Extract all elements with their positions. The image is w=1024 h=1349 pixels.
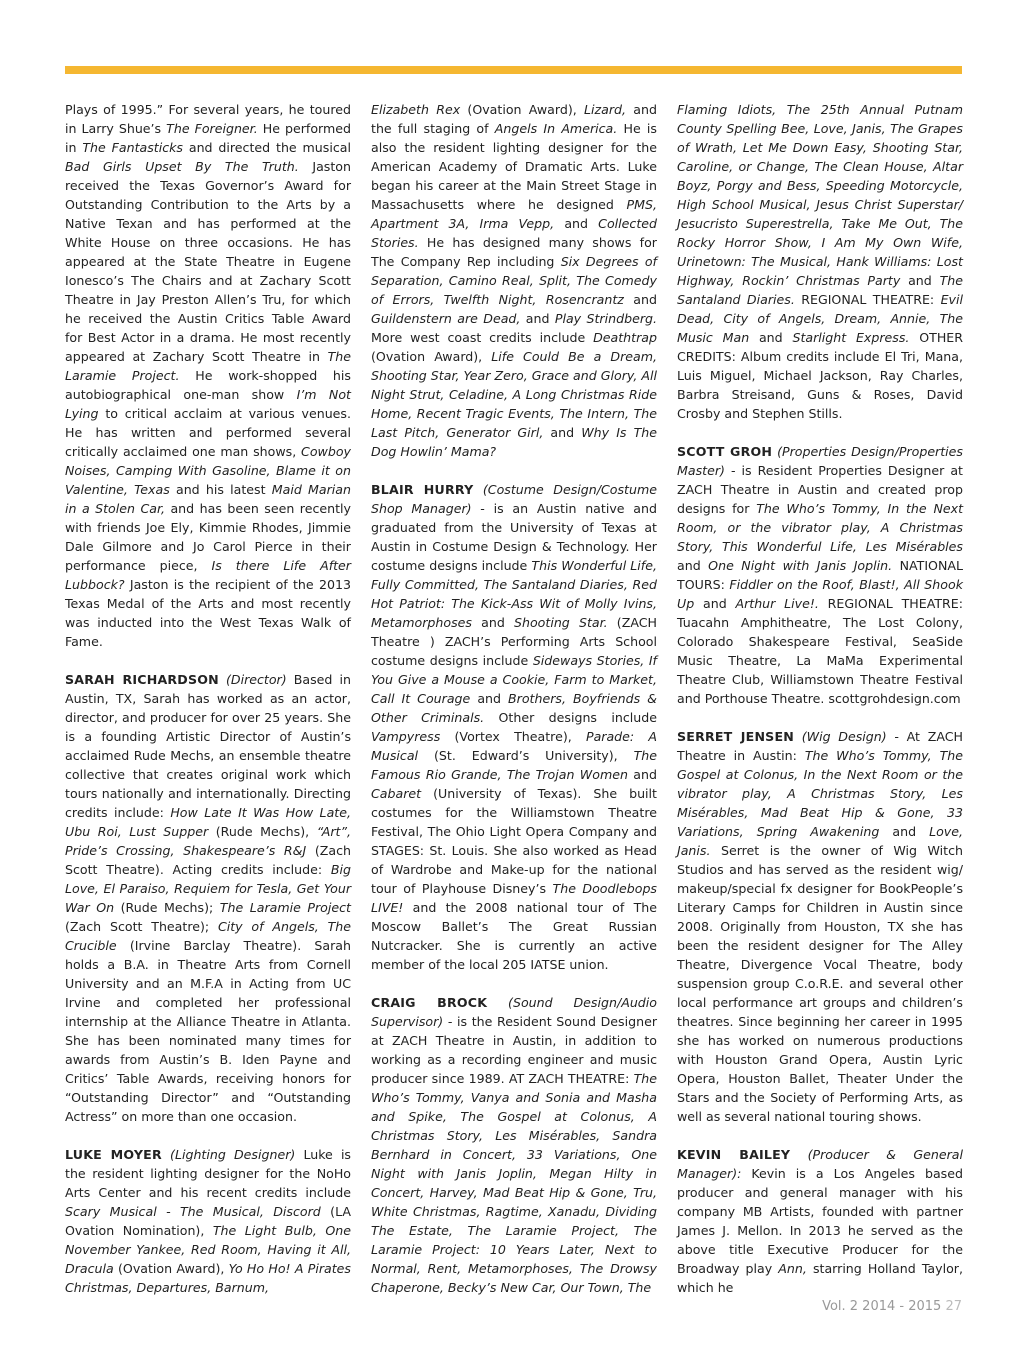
- bio-role: (Sound Design/Audio Supervisor): [371, 995, 657, 1029]
- bio-name: KEVIN BAILEY: [677, 1147, 791, 1162]
- bio-kevin-bailey: KEVIN BAILEY (Producer & General Manager): Kevin is a Los Angeles based producer and general manager with his company MB Artists, founded with partner James J. Mellon. In 2013 he served as the above title Executive Producer for the Broadway play Ann, starring Holland Taylor, which he: [677, 1147, 963, 1295]
- bio-blair-hurry: BLAIR HURRY (Costume Design/Costume Shop Manager) - is an Austin native and graduated from the University of Texas at Austin in Costume Design & Technology. Her costume designs include This Wonderful Life, Fully Committed, The Santaland Diaries, Red Hot Patriot: The Kick-Ass Wit of Molly Ivins, Metamorphoses and Shooting Star. (ZACH Theatre ) ZACH’s Performing Arts School costume designs include Sideways Stories, If You Give a Mouse a Cookie, Farm to Market, Call It Courage and Brothers, Boyfriends & Other Criminals. Other designs include Vampyress (Vortex Theatre), Parade: A Musical (St. Edward’s University), The Famous Rio Grande, The Trojan Women and Cabaret (University of Texas). She built costumes for the Williamstown Theatre Festival, The Ohio Light Opera Company and STAGES: St. Louis. She also worked as Head of Wardrobe and Make-up for the national tour of Playhouse Disney’s The Doodlebops LIVE! and the 2008 national tour of The Moscow Ballet’s The Great Russian Nutcracker. She is currently an active member of the local 205 IATSE union.: [371, 482, 657, 972]
- bio-craig-brock-continued: Flaming Idiots, The 25th Annual Putnam County Spelling Bee, Love, Janis, The Grapes of Wrath, Let Me Down Easy, Shooting Star, Caroline, or Change, The Clean House, Altar Boyz, Porgy and Bess, Speeding Motorcycle, High School Musical, Jesus Christ Superstar/ Jesucristo Superestrella, Take Me Out, The Rocky Horror Show, I Am My Own Wife, Urinetown: The Musical, Hank Williams: Lost Highway, Rockin’ Christmas Party and The Santaland Diaries. REGIONAL THEATRE: Evil Dead, City of Angels, Dream, Annie, The Music Man and Starlight Express. OTHER CREDITS: Album credits include El Tri, Mana, Luis Miguel, Michael Jackson, Ray Charles, Barbra Streisand, Guns & Roses, David Crosby and Stephen Stills.: [677, 102, 964, 421]
- bio-scott-groh: SCOTT GROH (Properties Design/Properties Master) - is Resident Properties Designer at ZACH Theatre in Austin and created prop designs for The Who’s Tommy, In the Next Room, or the vibrator play, A Christmas Story, This Wonderful Life, Les Misérables and One Night with Janis Joplin. NATIONAL TOURS: Fiddler on the Roof, Blast!, All Shook Up and Arthur Live!. REGIONAL THEATRE: Tuacahn Amphitheatre, The Lost Colony, Colorado Shakespeare Festival, SeaSide Music Theatre, La MaMa Experimental Theatre Club, Williamstown Theatre Festival and Porthouse Theatre. scottgrohdesign.com: [677, 444, 964, 706]
- bio-role: (Producer & General Manager):: [677, 1147, 963, 1181]
- page-number: 27: [945, 1299, 962, 1314]
- bio-jaston-continued: Plays of 1995.” For several years, he toured in Larry Shue’s The Foreigner. He performed in The Fantasticks and directed the musical Bad Girls Upset By The Truth. Jaston received the Texas Governor’s Award for Outstanding Contribution to the Arts by a Native Texan and has performed at the White House on three occasions. He has appeared at the State Theatre in Eugene Ionesco’s The Chairs and at Zachary Scott Theatre in Jay Preston Allen’s Tru, for which he received the Austin Critics Table Award for Best Actor in a drama. He most recently appeared at Zachary Scott Theatre in The Laramie Project. He work-shopped his autobiographical one-man show I’m Not Lying to critical acclaim at various venues. He has written and performed several critically acclaimed one man shows, Cowboy Noises, Camping With Gasoline, Blame it on Valentine, Texas and his latest Maid Marian in a Stolen Car, and has been seen recently with friends Joe Ely, Kimmie Rhodes, Jimmie Dale Gilmore and Jo Carol Pierce in their performance piece, Is there Life After Lubbock? Jaston is the recipient of the 2013 Texas Medal of the Arts and most recently was inducted into the West Texas Walk of Fame.: [65, 102, 351, 649]
- bio-name: SARAH RICHARDSON: [65, 672, 219, 687]
- text-column-3: [677, 100, 963, 1316]
- bio-name: BLAIR HURRY: [371, 482, 474, 497]
- bio-name: LUKE MOYER: [65, 1147, 162, 1162]
- bio-name: SCOTT GROH: [677, 444, 773, 459]
- text-column-1: [65, 100, 351, 1316]
- text-column-2: [371, 100, 657, 1316]
- bio-serret-jensen: SERRET JENSEN (Wig Design) - At ZACH Theatre in Austin: The Who’s Tommy, The Gospel at Colonus, In the Next Room or the vibrator play, A Christmas Story, Les Misérables, Mad Beat Hip & Gone, 33 Variations, Spring Awakening and Love, Janis. Serret is the owner of Wig Witch Studios and has served as the resident wig/ makeup/special fx designer for BookPeople’s Literary Camps for Children in Austin since 2008. Originally from Houston, TX she has been the resident designer for The Alley Theatre, Divergence Vocal Theatre, body suspension group C.o.R.E. and several other local performance art groups and children’s theatres. Since beginning her career in 1995 she has worked on numerous productions with Houston Grand Opera, Austin Lyric Opera, Houston Ballet, Theater Under the Stars and the Society of Performing Arts, as well as several national touring shows.: [677, 729, 963, 1124]
- bio-craig-brock: CRAIG BROCK (Sound Design/Audio Supervisor) - is the Resident Sound Designer at ZACH Theatre in Austin, in addition to working as a recording engineer and music producer since 1989. AT ZACH THEATRE: The Who’s Tommy, Vanya and Sonia and Masha and Spike, The Gospel at Colonus, A Christmas Story, Les Misérables, Sandra Bernhard in Concert, 33 Variations, One Night with Janis Joplin, Megan Hilty in Concert, Harvey, Mad Beat Hip & Gone, Tru, White Christmas, Ragtime, Xanadu, Dividing The Estate, The Laramie Project, The Laramie Project: 10 Years Later, Next to Normal, Rent, Metamorphoses, The Drowsy Chaperone, Becky’s New Car, Our Town, The: [371, 995, 657, 1295]
- bio-name: CRAIG BROCK: [371, 995, 488, 1010]
- bio-luke-moyer-continued: Elizabeth Rex (Ovation Award), Lizard, and the full staging of Angels In America. He is also the resident lighting designer for the American Academy of Dramatic Arts. Luke began his career at the Main Street Stage in Massachusetts where he designed PMS, Apartment 3A, Irma Vepp, and Collected Stories. He has designed many shows for The Company Rep including Six Degrees of Separation, Camino Real, Split, The Comedy of Errors, Twelfth Night, Rosencrantz and Guildenstern are Dead, and Play Strindberg. More west coast credits include Deathtrap (Ovation Award), Life Could Be a Dream, Shooting Star, Year Zero, Grace and Glory, All Night Strut, Celadine, A Long Christmas Ride Home, Recent Tragic Events, The Intern, The Last Pitch, Generator Girl, and Why Is The Dog Howlin’ Mama?: [371, 102, 658, 459]
- accent-bar: [65, 66, 962, 74]
- bio-role: (Director): [225, 672, 287, 687]
- bio-sarah-richardson: SARAH RICHARDSON (Director) Based in Austin, TX, Sarah has worked as an actor, director, and producer for over 25 years. She is a founding Artistic Director of Austin’s acclaimed Rude Mechs, an ensemble theatre collective that creates original work which tours nationally and internationally. Directing credits include: How Late It Was How Late, Ubu Roi, Lust Supper (Rude Mechs), “Art”, Pride’s Crossing, Shakespeare’s R&J (Zach Scott Theatre). Acting credits include: Big Love, El Paraiso, Requiem for Tesla, Get Your War On (Rude Mechs); The Laramie Project (Zach Scott Theatre); City of Angels, The Crucible (Irvine Barclay Theatre). Sarah holds a B.A. in Theatre Arts from Cornell University and an M.F.A in Acting from UC Irvine and completed her professional internship at the Alliance Theatre in Atlanta. She has been nominated many times for awards from Austin’s B. Iden Payne and Critics’ Table Awards, receiving honors for “Outstanding Director” and “Outstanding Actress” on more than one occasion.: [65, 672, 351, 1124]
- bio-role: (Lighting Designer): [170, 1147, 296, 1162]
- bio-role: (Properties Design/Properties Master): [677, 444, 963, 478]
- bio-luke-moyer: LUKE MOYER (Lighting Designer) Luke is the resident lighting designer for the NoHo Arts Center and his recent credits include Scary Musical - The Musical, Discord (LA Ovation Nomination), The Light Bulb, One November Yankee, Red Room, Having it All, Dracula (Ovation Award), Yo Ho Ho! A Pirates Christmas, Departures, Barnum,: [65, 1147, 351, 1295]
- bio-role: (Wig Design): [801, 729, 887, 744]
- bio-role: (Costume Design/Costume Shop Manager): [371, 482, 657, 516]
- volume-label: Vol. 2 2014 - 2015: [822, 1299, 942, 1314]
- page-footer: [822, 1299, 962, 1314]
- bio-name: SERRET JENSEN: [677, 729, 794, 744]
